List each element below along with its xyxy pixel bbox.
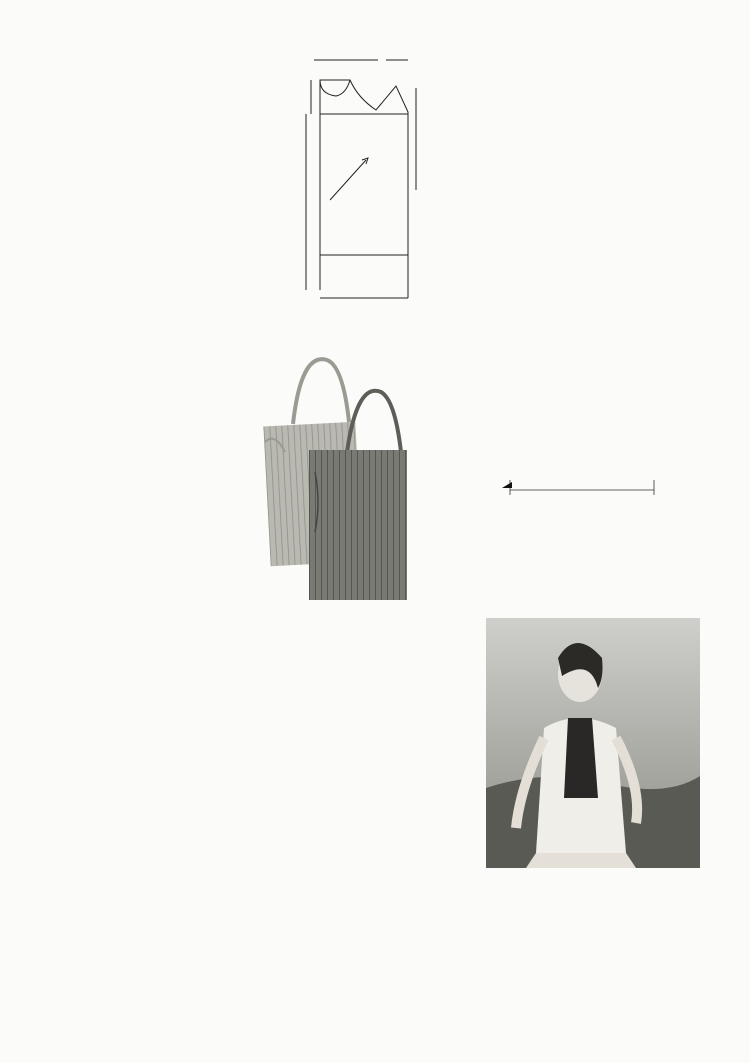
- bags-photo: [255, 352, 411, 614]
- diagram-neckline: [320, 80, 350, 96]
- vest-pattern-diagram: [258, 50, 454, 328]
- bag-title: [256, 622, 264, 650]
- diagram-outline: [320, 80, 408, 255]
- vest-title: [486, 872, 494, 900]
- vest-photo: [486, 618, 700, 868]
- start-marker: [502, 482, 512, 488]
- stitch-chart: [482, 330, 692, 526]
- legend: [482, 527, 692, 529]
